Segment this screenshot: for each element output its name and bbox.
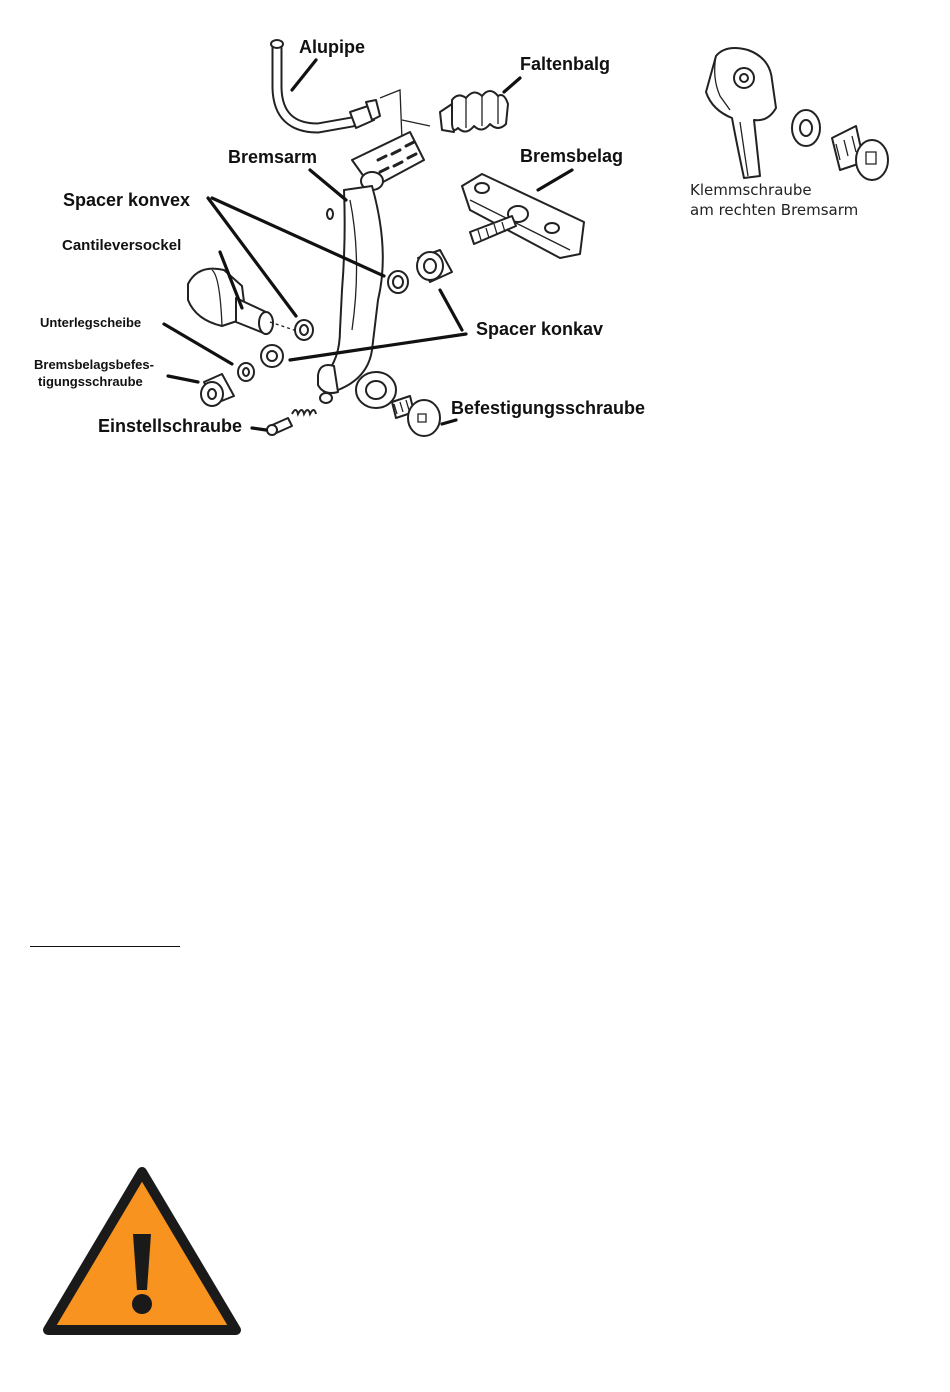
spacer-konvex-left (295, 320, 313, 340)
befestigungsschraube-part (392, 396, 440, 436)
label-spacer-konkav: Spacer konkav (476, 319, 604, 339)
label-befestigungsschraube: Befestigungsschraube (451, 398, 646, 418)
label-bremsbelag: Bremsbelag (520, 146, 624, 166)
label-unterlegscheibe: Unterlegscheibe (40, 315, 142, 330)
label-bremsbelagsbefestigungsschraube-2: tigungsschraube (38, 374, 143, 389)
bremsbelagsbefestigungsschraube-part (201, 374, 234, 406)
leader-befestigungsschraube (442, 420, 456, 424)
leader-einstellschraube (252, 428, 266, 430)
label-cantileversockel: Cantileversockel (62, 237, 182, 254)
leader-faltenbalg (504, 78, 520, 92)
leader-unterlegscheibe (164, 324, 232, 364)
inset-caption-line2: am rechten Bremsarm (690, 201, 859, 219)
einstellschraube-part (267, 410, 316, 435)
section-divider (30, 946, 180, 947)
leader-bremsarm (310, 170, 346, 200)
leader-bremsbelagsbefestigungsschraube (168, 376, 198, 382)
inset-klemmschraube (706, 48, 888, 180)
spacer-konkav-left (261, 345, 283, 367)
label-alupipe: Alupipe (299, 37, 365, 57)
spacer-konkav-right (417, 250, 452, 282)
inset-caption-line1: Klemmschraube (690, 181, 812, 199)
faltenbalg-part (440, 91, 508, 132)
leader-spacer-konkav-2 (290, 334, 466, 360)
warning-triangle-icon (48, 1172, 236, 1330)
leader-alupipe (292, 60, 316, 90)
label-bremsbelagsbefestigungsschraube-1: Bremsbelagsbefes- (34, 357, 154, 372)
unterlegscheibe-part (238, 363, 254, 381)
leader-spacer-konkav-1 (440, 290, 462, 330)
leader-bremsbelag (538, 170, 572, 190)
spacer-konvex-right (388, 271, 408, 293)
label-faltenbalg: Faltenbalg (520, 54, 611, 74)
label-einstellschraube: Einstellschraube (98, 416, 243, 436)
label-spacer-konvex: Spacer konvex (63, 190, 191, 210)
label-bremsarm: Bremsarm (228, 147, 318, 167)
bremsbelag-part (462, 174, 584, 258)
